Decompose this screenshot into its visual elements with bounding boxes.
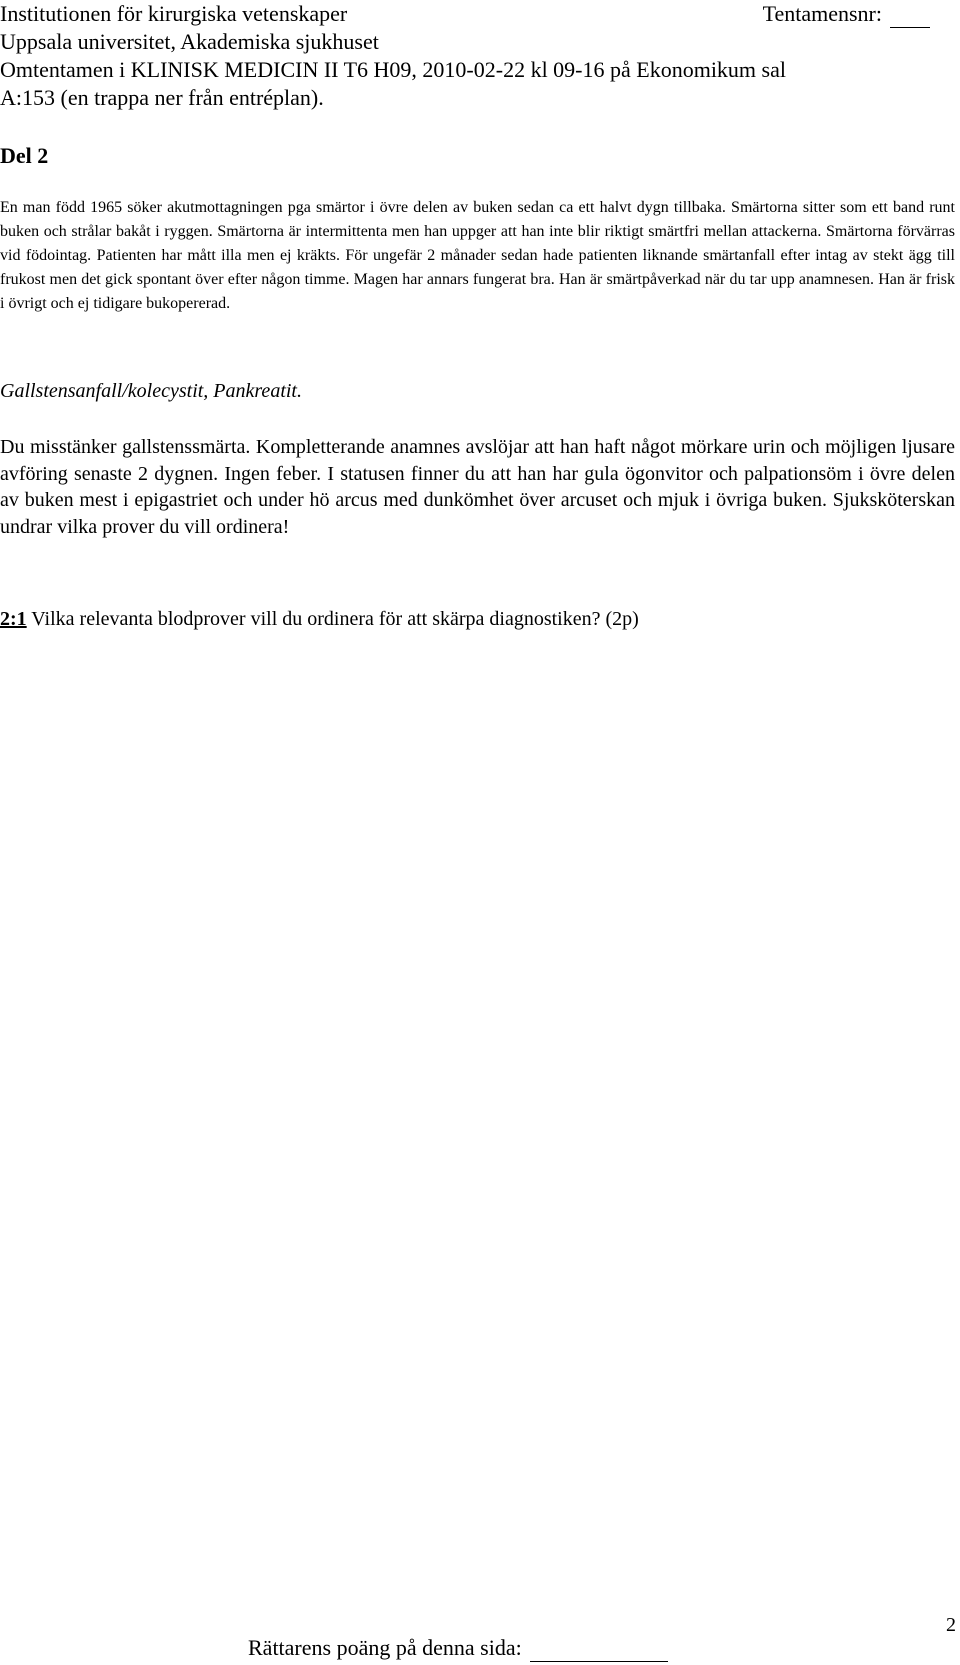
exam-info-line-1: Omtentamen i KLINISK MEDICIN II T6 H09, 2010-02-22 kl 09-16 på Ekonomikum sal [0, 57, 786, 82]
tentamen-blank[interactable] [890, 7, 930, 28]
case-description: En man född 1965 söker akutmottagningen pga smärtor i övre delen av buken sedan ca ett halvt dygn tillbaka. Smärtorna sitter som ett band runt buken och strålar bakåt i ryggen. Smärtorna är intermittenta men han uppger att han inte blir riktigt smärtfri mellan attackerna. Smärtorna förvärras vid födointag. Patienten har mått illa men ej kräkts. För ungefär 2 månader sedan hade patienten liknande smärtanfall efter intag av stekt ägg till frukost men det gick spontant över efter någon timme. Magen har annars fungerat bra. Han är smärtpåverkad när du tar upp anamnesen. Han är frisk i övrigt och ej tidigare bukopererad. [0, 199, 955, 312]
university-name: Uppsala universitet, Akademiska sjukhuset [0, 29, 379, 54]
exam-info-line-2: A:153 (en trappa ner från entréplan). [0, 85, 324, 110]
tentamen-number-field [763, 0, 930, 28]
header-row [0, 0, 930, 28]
question-2-1 [0, 606, 639, 632]
score-footer [248, 1634, 668, 1662]
tentamen-label: Tentamensnr: [762, 1, 882, 26]
section-title: Del 2 [0, 143, 49, 168]
question-number: 2:1 [0, 608, 27, 630]
question-text: Vilka relevanta blodprover vill du ordinera för att skärpa diagnostiken? (2p) [26, 608, 639, 630]
page-number: 2 [946, 1614, 956, 1636]
score-label: Rättarens poäng på denna sida: [248, 1635, 522, 1660]
institution-name: Institutionen för kirurgiska vetenskaper [0, 1, 348, 26]
answer-hint: Gallstensanfall/kolecystit, Pankreatit. [0, 380, 302, 402]
score-blank[interactable] [530, 1640, 668, 1662]
followup-description: Du misstänker gallstenssmärta. Kompletterande anamnes avslöjar att han haft något mörkare urin och möjligen ljusare avföring senaste 2 dygnen. Ingen feber. I statusen finner du att han har gula ögonvitor och palpationsöm i övre delen av buken mest i epigastriet och under hö arcus med dunkömhet över arcuset och mjuk i övriga buken. Sjuksköterskan undrar vilka prover du vill ordinera! [0, 436, 955, 538]
